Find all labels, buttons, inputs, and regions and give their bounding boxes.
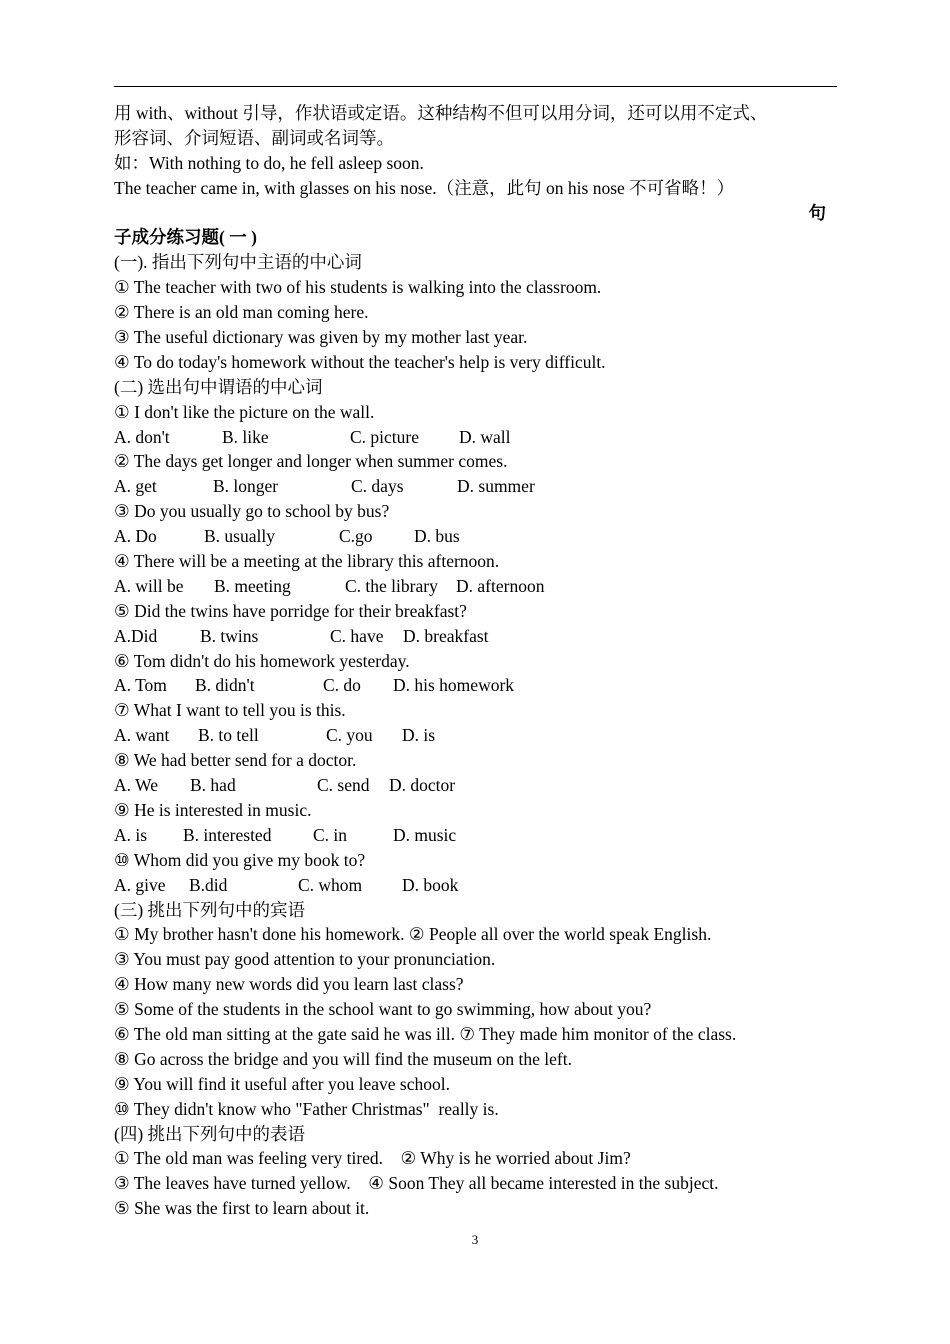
answer-option: D. is — [402, 725, 436, 746]
answer-option: A. We — [114, 775, 158, 796]
section-title: (四) 挑出下列句中的表语 — [114, 1123, 306, 1144]
answer-option: B. to tell — [198, 725, 259, 746]
answer-options — [114, 823, 844, 848]
answer-option: C. the library — [345, 575, 438, 596]
list-item: ⑩ They didn't know who "Father Christmas" really is. — [114, 1098, 499, 1119]
answer-option: B. had — [190, 775, 236, 796]
answer-option: D. breakfast — [403, 625, 489, 646]
question-text: ① I don't like the picture on the wall. — [114, 401, 375, 422]
answer-option: D. music — [393, 824, 457, 845]
answer-option: C. whom — [298, 874, 363, 895]
list-item: ① The old man was feeling very tired. ② Why is he worried about Jim? — [114, 1148, 631, 1169]
answer-option: A.Did — [114, 625, 158, 646]
answer-option: C. send — [317, 775, 370, 796]
heading-tail: 句 — [808, 202, 826, 223]
page-content — [114, 101, 844, 1221]
answer-option: C.go — [339, 526, 373, 547]
answer-options — [114, 624, 844, 649]
question-text: ⑦ What I want to tell you is this. — [114, 700, 346, 721]
list-item: ① The teacher with two of his students is walking into the classroom. — [114, 277, 602, 298]
answer-option: D. book — [402, 874, 459, 895]
list-item: ⑤ Some of the students in the school want to go swimming, how about you? — [114, 999, 652, 1020]
answer-option: A. want — [114, 725, 170, 746]
answer-options — [114, 673, 844, 698]
answer-option: A. give — [114, 874, 166, 895]
header-rule — [114, 86, 837, 87]
list-item: ③ The leaves have turned yellow. ④ Soon They all became interested in the subject. — [114, 1173, 719, 1194]
question-list — [114, 400, 844, 898]
question-text: ⑨ He is interested in music. — [114, 799, 312, 820]
list-item: ④ How many new words did you learn last class? — [114, 974, 464, 995]
answer-option: C. in — [313, 824, 348, 845]
question-text: ② The days get longer and longer when summer comes. — [114, 451, 508, 472]
answer-option: B. meeting — [214, 575, 291, 596]
intro-line: 用 with、without 引导，作状语或定语。这种结构不但可以用分词，还可以用不定式、 — [114, 103, 768, 123]
page-number: 3 — [471, 1232, 479, 1247]
intro-line: The teacher came in, with glasses on his nose.（注意，此句 on his nose 不可省略！） — [114, 177, 735, 198]
answer-options — [114, 873, 844, 898]
answer-option: A. will be — [114, 575, 184, 596]
question-text: ⑧ We had better send for a doctor. — [114, 750, 357, 771]
answer-options — [114, 723, 844, 748]
answer-option: A. don't — [114, 426, 170, 447]
section-title: (三) 挑出下列句中的宾语 — [114, 899, 306, 920]
intro-line: 形容词、介词短语、副词或名词等。 — [114, 127, 394, 148]
answer-option: B. usually — [204, 526, 275, 547]
answer-option: B. didn't — [195, 675, 255, 696]
exercise-heading: 子成分练习题( 一 ) — [114, 227, 257, 248]
question-text: ⑩ Whom did you give my book to? — [114, 849, 366, 870]
answer-options — [114, 574, 844, 599]
question-text: ⑥ Tom didn't do his homework yesterday. — [114, 650, 410, 671]
list-item: ③ You must pay good attention to your pronunciation. — [114, 949, 496, 970]
question-text: ③ Do you usually go to school by bus? — [114, 501, 390, 522]
answer-option: C. you — [326, 725, 373, 746]
answer-options — [114, 425, 844, 450]
answer-option: A. is — [114, 824, 148, 845]
answer-options — [114, 474, 844, 499]
answer-options — [114, 773, 844, 798]
answer-option: C. days — [351, 476, 404, 497]
answer-option: C. have — [330, 625, 384, 646]
answer-option: A. Do — [114, 526, 157, 547]
list-item: ① My brother hasn't done his homework. ② People all over the world speak English. — [114, 924, 712, 945]
answer-option: D. summer — [457, 476, 535, 497]
answer-option: C. do — [323, 675, 361, 696]
answer-option: B. twins — [200, 625, 259, 646]
answer-option: B. like — [222, 426, 269, 447]
answer-option: B. longer — [213, 476, 279, 497]
list-item: ④ To do today's homework without the teacher's help is very difficult. — [114, 351, 606, 372]
intro-line: 如：With nothing to do, he fell asleep soon. — [114, 152, 424, 173]
question-text: ④ There will be a meeting at the library this afternoon. — [114, 551, 500, 572]
question-text: ⑤ Did the twins have porridge for their breakfast? — [114, 600, 467, 621]
answer-options — [114, 524, 844, 549]
answer-option: B.did — [189, 874, 228, 895]
list-item: ⑨ You will find it useful after you leave school. — [114, 1073, 450, 1094]
answer-option: D. doctor — [389, 775, 456, 796]
list-item: ③ The useful dictionary was given by my mother last year. — [114, 327, 528, 348]
answer-option: D. afternoon — [456, 575, 545, 596]
section-title: (二) 选出句中谓语的中心词 — [114, 376, 323, 397]
answer-option: D. bus — [414, 526, 460, 547]
answer-option: A. get — [114, 476, 157, 497]
list-item: ⑥ The old man sitting at the gate said he was ill. ⑦ They made him monitor of the class. — [114, 1023, 737, 1044]
answer-option: C. picture — [350, 426, 420, 447]
section-title: (一). 指出下列句中主语的中心词 — [114, 252, 362, 273]
answer-option: D. his homework — [393, 675, 515, 696]
answer-option: D. wall — [459, 426, 511, 447]
list-item: ⑤ She was the first to learn about it. — [114, 1198, 370, 1219]
list-item: ② There is an old man coming here. — [114, 302, 369, 323]
list-item: ⑧ Go across the bridge and you will find the museum on the left. — [114, 1048, 572, 1069]
answer-option: B. interested — [183, 824, 272, 845]
answer-option: A. Tom — [114, 675, 167, 696]
